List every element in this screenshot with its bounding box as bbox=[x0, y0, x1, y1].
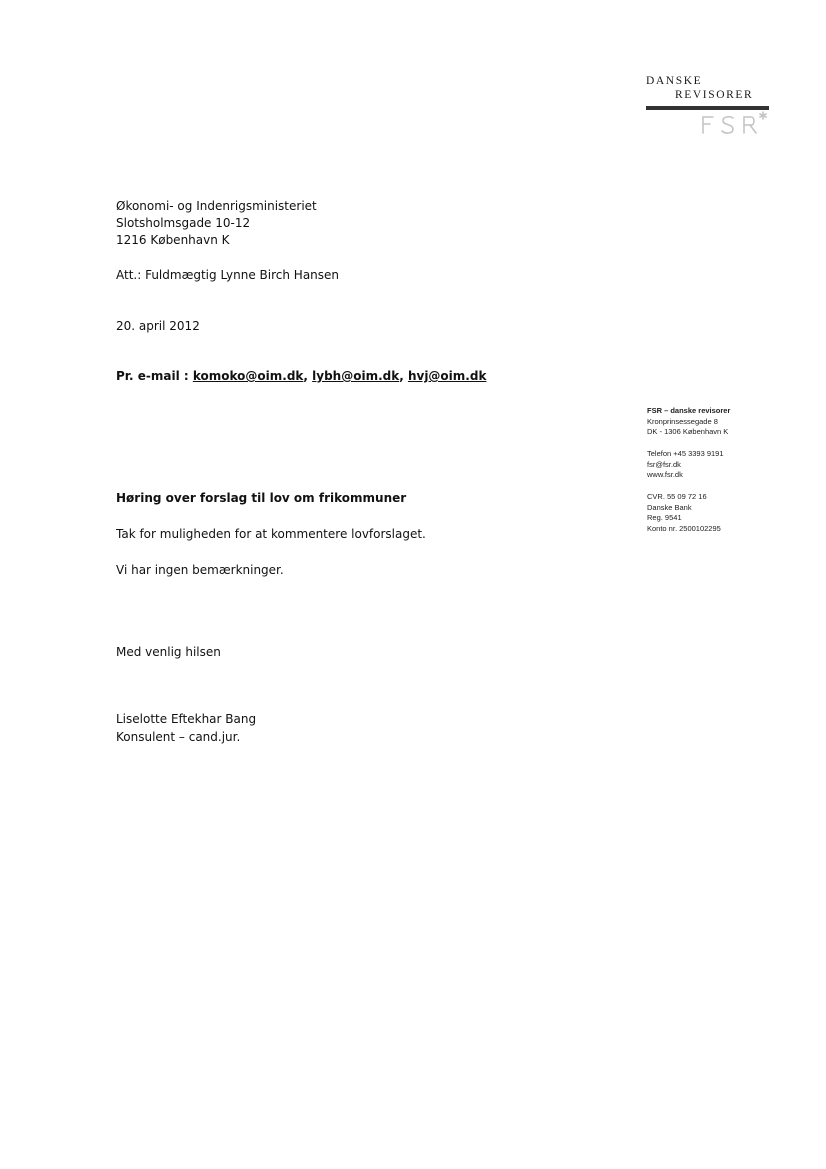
sender-reg: Reg. 9541 bbox=[647, 513, 682, 522]
email-link-hvj[interactable]: hvj@oim.dk bbox=[407, 369, 487, 383]
sender-bank: Danske Bank bbox=[647, 502, 692, 512]
sender-name: FSR – danske revisorer bbox=[647, 406, 731, 415]
sender-street: Kronprinsessegade 8 bbox=[647, 416, 718, 426]
recipient-line2: Slotsholmsgade 10-12 bbox=[116, 216, 251, 230]
logo-text-line1: DANSKE bbox=[646, 75, 703, 87]
letter-subject: Høring over forslag til lov om frikommuner bbox=[116, 491, 407, 505]
email-separator: , bbox=[399, 369, 408, 383]
body-paragraph-1: Tak for muligheden for at kommentere lovforslaget. bbox=[116, 527, 426, 541]
sender-city: DK - 1306 København K bbox=[647, 427, 729, 436]
sender-phone: Telefon +45 3393 9191 bbox=[647, 449, 724, 458]
letter-date: 20. april 2012 bbox=[116, 319, 200, 333]
attention-line: Att.: Fuldmægtig Lynne Birch Hansen bbox=[116, 268, 340, 282]
sender-contact-block bbox=[647, 449, 724, 481]
logo-text-line2: REVISORER bbox=[675, 89, 754, 101]
sender-cvr: CVR. 55 09 72 16 bbox=[647, 492, 707, 501]
recipient-line1: Økonomi- og Indenrigsministeriet bbox=[116, 199, 317, 213]
body-paragraph-2: Vi har ingen bemærkninger. bbox=[116, 563, 284, 577]
email-prefix: Pr. e-mail : bbox=[116, 369, 193, 383]
sender-bank-block bbox=[647, 492, 721, 534]
sender-web: www.fsr.dk bbox=[647, 470, 683, 479]
sender-account: Konto nr. 2500102295 bbox=[647, 523, 721, 533]
email-line bbox=[116, 368, 486, 385]
email-link-lybh[interactable]: lybh@oim.dk bbox=[312, 369, 400, 383]
closing-line: Med venlig hilsen bbox=[116, 645, 221, 659]
email-separator: , bbox=[303, 369, 313, 383]
fsr-logo-mark bbox=[700, 109, 770, 135]
sender-address-block bbox=[647, 406, 730, 438]
signature-name: Liselotte Eftekhar Bang bbox=[116, 712, 257, 726]
sender-email: fsr@fsr.dk bbox=[647, 459, 681, 469]
signature-title: Konsulent – cand.jur. bbox=[116, 730, 241, 744]
email-link-komoko[interactable]: komoko@oim.dk bbox=[192, 369, 304, 383]
recipient-line3: 1216 København K bbox=[116, 233, 230, 247]
